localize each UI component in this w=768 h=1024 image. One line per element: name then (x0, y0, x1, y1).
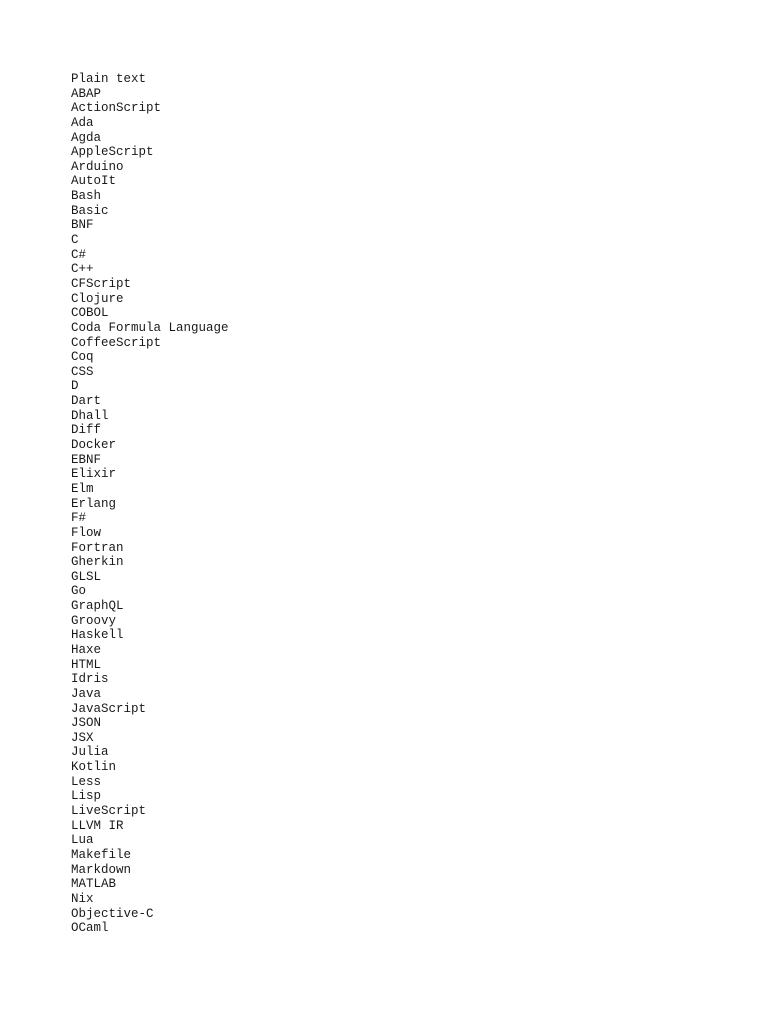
language-option[interactable]: CoffeeScript (71, 335, 162, 350)
language-option[interactable]: Agda (71, 130, 102, 145)
language-option[interactable]: GLSL (71, 569, 102, 584)
language-option[interactable]: Ada (71, 115, 94, 130)
language-option[interactable]: AutoIt (71, 174, 117, 189)
language-option[interactable]: BNF (71, 218, 94, 233)
language-option[interactable]: Haxe (71, 642, 102, 657)
language-option[interactable]: GraphQL (71, 599, 124, 614)
language-option[interactable]: AppleScript (71, 145, 154, 160)
language-option[interactable]: Diff (71, 423, 102, 438)
language-option[interactable]: Java (71, 686, 102, 701)
language-option[interactable]: Less (71, 774, 102, 789)
language-option[interactable]: Dhall (71, 408, 109, 423)
language-option[interactable]: MATLAB (71, 877, 117, 892)
language-option[interactable]: Lua (71, 833, 94, 848)
language-option[interactable]: Elm (71, 481, 94, 496)
language-option[interactable]: Coq (71, 350, 94, 365)
language-option[interactable]: Idris (71, 672, 109, 687)
language-option[interactable]: ABAP (71, 86, 102, 101)
language-option[interactable]: Objective-C (71, 906, 154, 921)
language-option[interactable]: OCaml (71, 921, 109, 936)
language-option[interactable]: Bash (71, 189, 102, 204)
language-option[interactable]: JavaScript (71, 701, 147, 716)
language-option[interactable]: Basic (71, 203, 109, 218)
language-option[interactable]: EBNF (71, 452, 102, 467)
language-option[interactable]: Go (71, 584, 87, 599)
language-option[interactable]: Gherkin (71, 555, 124, 570)
language-option[interactable]: Elixir (71, 467, 117, 482)
language-option[interactable]: Coda Formula Language (71, 320, 229, 335)
language-option[interactable]: CSS (71, 364, 94, 379)
language-option[interactable]: HTML (71, 657, 102, 672)
language-option[interactable]: Fortran (71, 540, 124, 555)
language-option[interactable]: Clojure (71, 291, 124, 306)
language-option[interactable]: Lisp (71, 789, 102, 804)
language-option[interactable]: Groovy (71, 613, 117, 628)
language-list (71, 72, 229, 936)
language-option[interactable]: Makefile (71, 847, 132, 862)
language-option[interactable]: Flow (71, 525, 102, 540)
language-option[interactable]: ActionScript (71, 101, 162, 116)
language-option[interactable]: Plain text (71, 72, 147, 86)
language-option[interactable]: JSX (71, 730, 94, 745)
language-option[interactable]: Markdown (71, 862, 132, 877)
language-option[interactable]: CFScript (71, 276, 132, 291)
language-option[interactable]: Julia (71, 745, 109, 760)
language-option[interactable]: C (71, 233, 79, 248)
language-option[interactable]: COBOL (71, 306, 109, 321)
language-option[interactable]: C# (71, 247, 87, 262)
language-option[interactable]: Docker (71, 438, 117, 453)
language-option[interactable]: Haskell (71, 628, 124, 643)
language-option[interactable]: Kotlin (71, 760, 117, 775)
language-option[interactable]: LLVM IR (71, 818, 124, 833)
language-option[interactable]: Erlang (71, 496, 117, 511)
language-option[interactable]: C++ (71, 262, 94, 277)
language-option[interactable]: Dart (71, 394, 102, 409)
language-option[interactable]: D (71, 379, 79, 394)
language-option[interactable]: LiveScript (71, 804, 147, 819)
language-option[interactable]: F# (71, 511, 87, 526)
language-option[interactable]: Arduino (71, 159, 124, 174)
language-option[interactable]: Nix (71, 891, 94, 906)
language-option[interactable]: JSON (71, 716, 102, 731)
